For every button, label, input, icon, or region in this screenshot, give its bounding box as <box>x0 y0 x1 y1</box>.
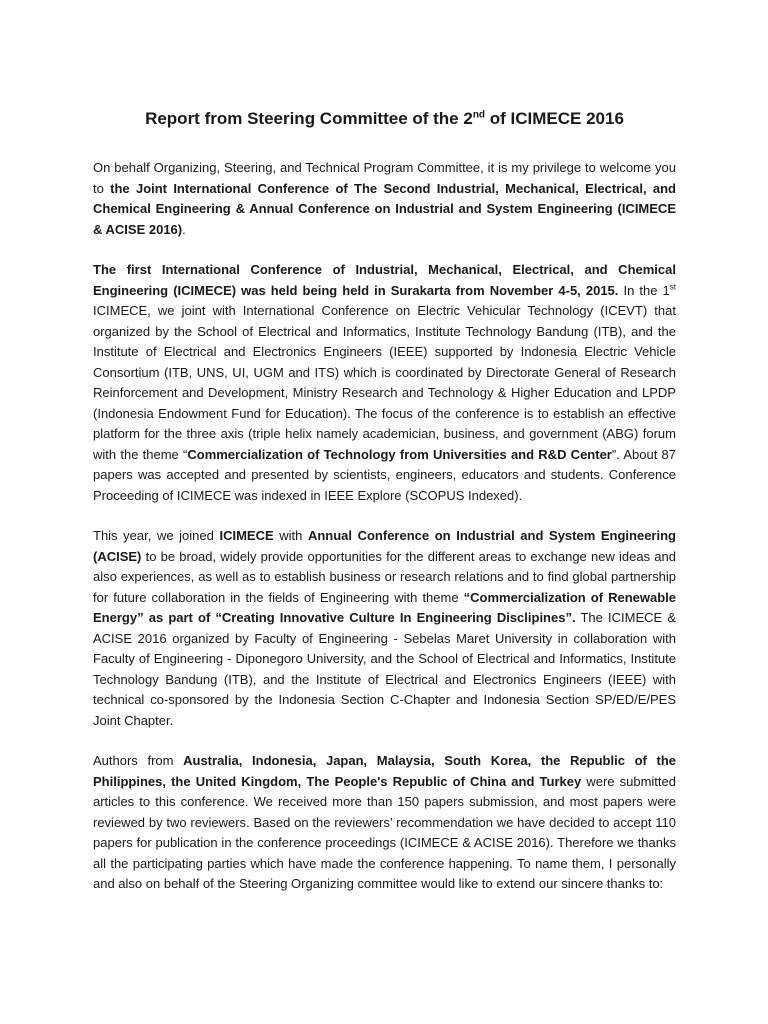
paragraph-this-year: This year, we joined ICIMECE with Annual Conference on Industrial and System Engineering (ACISE) to be broad, widely provide opportunities for the different areas to exchange new ideas and also experiences, as well as to establish business or research relations and to find global partnership for future collaboration in the fields of Engineering with theme “Commercialization of Renewable Energy” as part of “Creating Innovative Culture In Engineering Disclipines”. The ICIMECE & ACISE 2016 organized by Faculty of Engineering - Sebelas Maret University in collaboration with Faculty of Engineering - Diponegoro University, and the School of Electrical and Informatics, Institute Technology Bandung (ITB), and the Institute of Electrical and Electronics Engineers (IEEE) with technical co-sponsored by the Indonesia Section C-Chapter and Indonesia Section SP/ED/E/PES Joint Chapter. <box>93 528 677 728</box>
page-title: Report from Steering Committee of the 2nd of ICIMECE 2016 <box>145 109 624 128</box>
paragraph-first-conference: The first International Conference of Industrial, Mechanical, Electrical, and Chemical Engineering (ICIMECE) was held being held in Surakarta from November 4-5, 2015. In the 1st ICIMECE, we joint with International Conference on Electric Vehicular Technology (ICEVT) that organized by the School of Electrical and Informatics, Institute Technology Bandung (ITB), and the Institute of Electrical and Electronics Engineers (IEEE) supported by Indonesia Electric Vehicle Consortium (ITB, UNS, UI, UGM and ITS) which is coordinated by Directorate General of Research Reinforcement and Development, Ministry Research and Technology & Higher Education and LPDP (Indonesia Endowment Fund for Education). The focus of the conference is to establish an effective platform for the three axis (triple helix namely academician, business, and government (ABG) forum with the theme “Commercialization of Technology from Universities and R&D Center”. About 87 papers was accepted and presented by scientists, engineers, educators and students. Conference Proceeding of ICIMECE was indexed in IEEE Explore (SCOPUS Indexed). <box>93 262 676 503</box>
paragraph-welcome: On behalf Organizing, Steering, and Technical Program Committee, it is my privilege to welcome you to the Joint International Conference of The Second Industrial, Mechanical, Electrical, and Chemical Engineering & Annual Conference on Industrial and System Engineering (ICIMECE & ACISE 2016). <box>93 160 676 237</box>
paragraph-authors: Authors from Australia, Indonesia, Japan, Malaysia, South Korea, the Republic of the Philippines, the United Kingdom, The People's Republic of China and Turkey were submitted articles to this conference. We received more than 150 papers submission, and most papers were reviewed by two reviewers. Based on the reviewers’ recommendation we have decided to accept 110 papers for publication in the conference proceedings (ICIMECE & ACISE 2016). Therefore we thanks all the participating parties which have made the conference happening. To name them, I personally and also on behalf of the Steering Organizing committee would like to extend our sincere thanks to: <box>93 753 677 891</box>
